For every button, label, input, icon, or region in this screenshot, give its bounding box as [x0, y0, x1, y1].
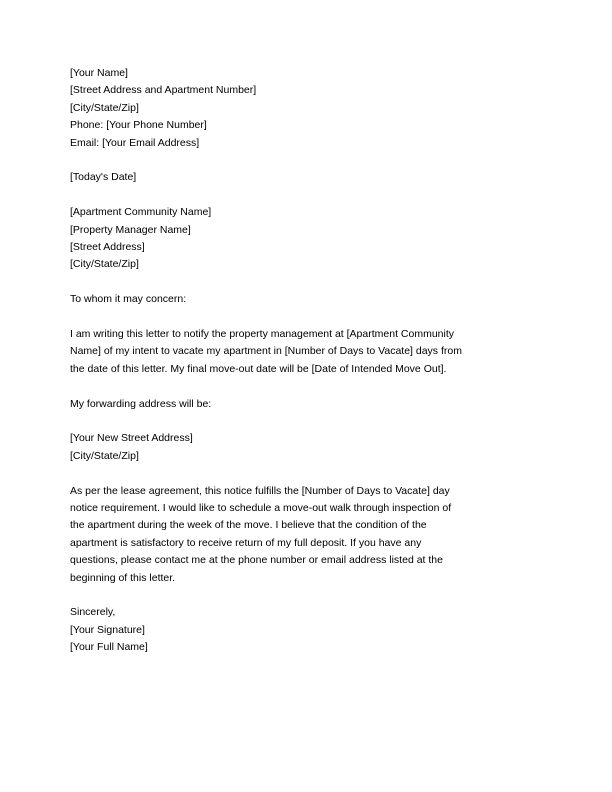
text-line: [Today's Date] — [70, 171, 137, 184]
text-line: Email: [Your Email Address] — [70, 136, 200, 149]
text-line: [Your Signature] — [70, 623, 145, 636]
text-line: My forwarding address will be: — [70, 397, 212, 410]
text-line: [Street Address] — [70, 241, 145, 254]
text-line: [City/State/Zip] — [70, 101, 139, 114]
text-line: [Your Name] — [70, 67, 128, 79]
text-line: As per the lease agreement, this notice fulfills the [Number of Days to Vacate] day — [70, 484, 450, 497]
recipient-info-block — [70, 204, 554, 274]
text-line: [Your New Street Address] — [70, 432, 193, 445]
salutation-block — [70, 291, 554, 308]
lease-paragraph — [70, 483, 554, 587]
text-line: I am writing this letter to notify the property management at [Apartment Community — [70, 328, 454, 341]
text-line: questions, please contact me at the phone number or email address listed at the — [70, 554, 443, 567]
sender-info-block — [70, 65, 554, 152]
text-line: [Street Address and Apartment Number] — [70, 84, 257, 97]
closing-block — [70, 604, 554, 656]
text-line: the apartment during the week of the move. I believe that the condition of the — [70, 519, 427, 532]
text-line: notice requirement. I would like to schedule a move-out walk through inspection of — [70, 502, 452, 515]
text-line: Sincerely, — [70, 606, 116, 619]
text-line: [City/State/Zip] — [70, 449, 139, 462]
text-line: Name] of my intent to vacate my apartment in [Number of Days to Vacate] days from — [70, 345, 462, 358]
intent-paragraph — [70, 326, 554, 378]
text-line: the date of this letter. My final move-out date will be [Date of Intended Move Out]. — [70, 362, 447, 375]
text-line: apartment is satisfactory to receive return of my full deposit. If you have any — [70, 536, 422, 549]
text-line: [Your Full Name] — [70, 641, 148, 654]
forwarding-address-block — [70, 430, 554, 465]
text-line: [Apartment Community Name] — [70, 206, 212, 219]
text-line: beginning of this letter. — [70, 571, 176, 584]
text-line: To whom it may concern: — [70, 293, 187, 306]
text-line: Phone: [Your Phone Number] — [70, 119, 207, 132]
text-line: [City/State/Zip] — [70, 258, 139, 271]
text-line: [Property Manager Name] — [70, 223, 191, 236]
date-block — [70, 169, 554, 186]
forwarding-intro-block — [70, 396, 554, 413]
